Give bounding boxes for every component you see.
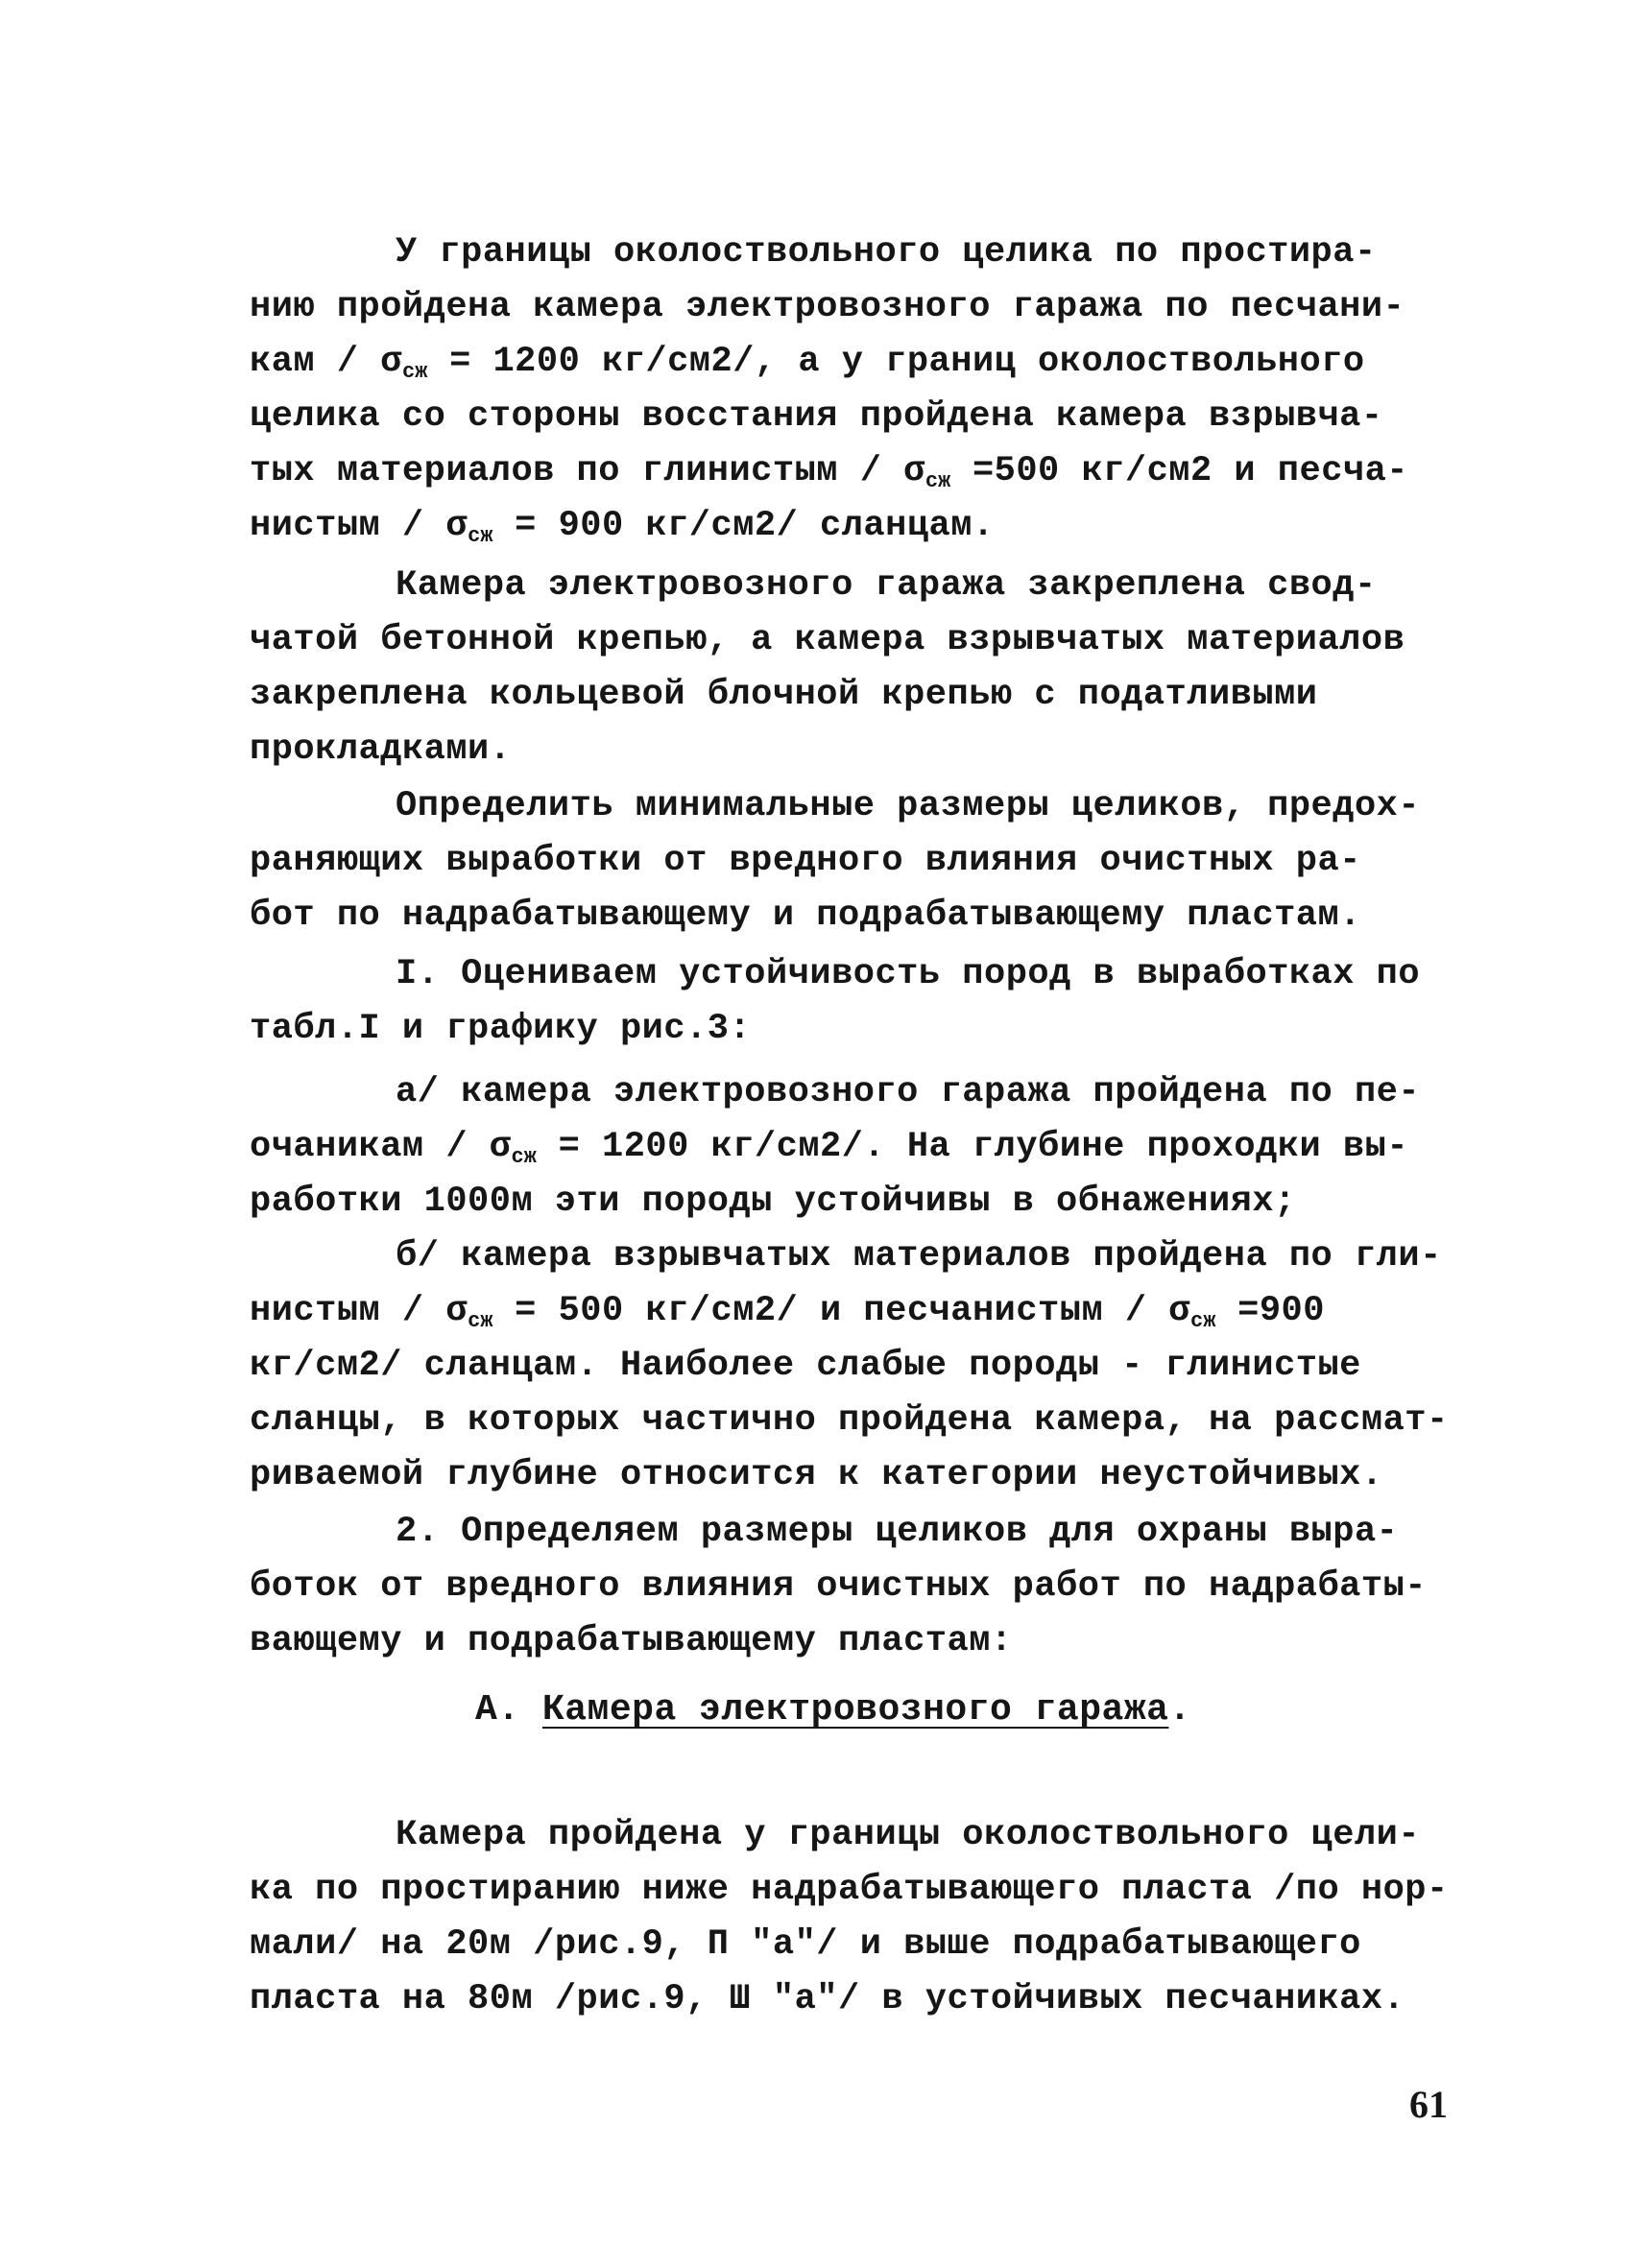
step-2-line-1: 2. Определяем размеры целиков для охраны выра- <box>396 1512 1399 1552</box>
paragraph-2-line-1: Камера электровозного гаража закреплена свод- <box>396 565 1377 606</box>
sigma-subscript: сж <box>925 469 951 493</box>
text-segment: кам / <box>250 342 381 382</box>
section-heading-suffix: . <box>1168 1689 1191 1731</box>
sigma-symbol: σ <box>380 342 402 382</box>
sigma-subscript: сж <box>468 1309 493 1333</box>
sigma-symbol: σ <box>1168 1291 1190 1331</box>
sigma-symbol: σ <box>903 451 925 491</box>
step-2-line-2: боток от вредного влияния очистных работ по надрабаты- <box>250 1566 1427 1607</box>
text-segment: тых материалов по глинистым / <box>250 451 904 491</box>
sigma-subscript: сж <box>401 360 428 384</box>
text-segment: нистым / <box>250 1291 446 1331</box>
paragraph-4-line-1: Камера пройдена у границы околоствольного цели- <box>396 1815 1421 1855</box>
paragraph-3-line-1: Определить минимальные размеры целиков, предох- <box>396 786 1421 826</box>
text-segment: = 1200 кг/см2/, а у границ околоствольного <box>427 342 1365 382</box>
step-1-line-1: I. Оцениваем устойчивость пород в выработках по <box>396 954 1421 994</box>
sigma-symbol: σ <box>445 1291 468 1331</box>
paragraph-1-line-4: целика со стороны восстания пройдена камера взрывча- <box>250 396 1383 437</box>
item-b-line-3: кг/см2/ сланцам. Наиболее слабые породы - глинистые <box>250 1346 1361 1386</box>
text-segment: = 500 кг/см2/ и песчанистым / <box>492 1291 1169 1331</box>
item-b-line-1: б/ камера взрывчатых материалов пройдена по гли- <box>396 1236 1442 1277</box>
text-segment: очаникам / <box>250 1127 490 1167</box>
paragraph-1-line-3 <box>250 336 1365 398</box>
sigma-symbol: σ <box>489 1127 512 1167</box>
paragraph-1-line-5 <box>250 445 1408 508</box>
sigma-subscript: сж <box>511 1145 537 1169</box>
section-heading-prefix: А. <box>475 1689 542 1731</box>
item-a-line-3: работки 1000м эти породы устойчивы в обнажениях; <box>250 1182 1296 1222</box>
text-segment: =900 <box>1215 1291 1325 1331</box>
paragraph-1-line-1: У границы околоствольного целика по простира- <box>396 232 1377 273</box>
text-segment: =500 кг/см2 и песча- <box>950 451 1409 491</box>
paragraph-4-line-2: ка по простиранию ниже надрабатывающего пласта /по нор- <box>250 1870 1449 1910</box>
sigma-symbol: σ <box>445 506 468 546</box>
item-b-line-2 <box>250 1285 1325 1348</box>
item-a-line-1: а/ камера электровозного гаража пройдена по пе- <box>396 1072 1421 1112</box>
paragraph-2-line-4: прокладками. <box>250 729 512 770</box>
paragraph-2-line-3: закреплена кольцевой блочной крепью с податливыми <box>250 675 1318 715</box>
text-segment: нистым / <box>250 506 446 546</box>
item-b-line-5: риваемой глубине относится к категории неустойчивых. <box>250 1455 1383 1495</box>
page-number: 61 <box>1409 2083 1448 2126</box>
step-2-line-3: вающему и подрабатывающему пластам: <box>250 1621 1013 1661</box>
paragraph-2-line-2: чатой бетонной крепью, а камера взрывчатых материалов <box>250 620 1405 660</box>
paragraph-4-line-4: пласта на 80м /рис.9, Ш "а"/ в устойчивых песчаниках. <box>250 1979 1405 2019</box>
paragraph-1-line-6 <box>250 500 995 562</box>
text-segment: = 1200 кг/см2/. На глубине проходки вы- <box>536 1127 1409 1167</box>
paragraph-4-line-3: мали/ на 20м /рис.9, П "а"/ и выше подрабатывающего <box>250 1924 1361 1965</box>
sigma-subscript: сж <box>468 524 493 548</box>
section-heading <box>475 1684 1191 1736</box>
paragraph-3-line-3: бот по надрабатывающему и подрабатывающему пластам. <box>250 895 1361 936</box>
item-a-line-2 <box>250 1121 1408 1183</box>
paragraph-1-line-2: нию пройдена камера электровозного гаража по песчани- <box>250 287 1405 327</box>
section-heading-title: Камера электровозного гаража <box>541 1689 1169 1731</box>
paragraph-3-line-2: раняющих выработки от вредного влияния очистных ра- <box>250 841 1361 881</box>
sigma-subscript: сж <box>1190 1309 1216 1333</box>
step-1-line-2: табл.I и графику рис.3: <box>250 1009 752 1049</box>
item-b-line-4: сланцы, в которых частично пройдена камера, на рассмат- <box>250 1400 1449 1441</box>
text-segment: = 900 кг/см2/ сланцам. <box>492 506 995 546</box>
